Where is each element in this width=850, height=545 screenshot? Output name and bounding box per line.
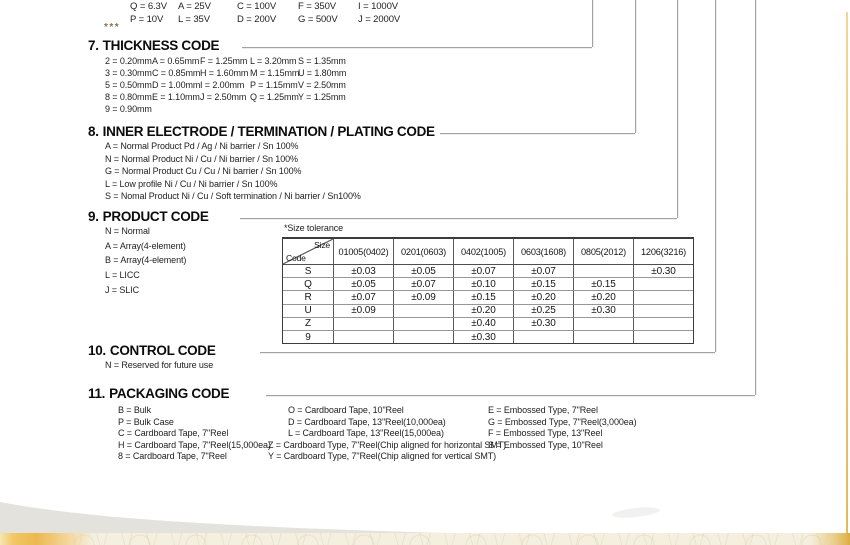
connector-line-section9	[677, 0, 678, 218]
tolerance-cell: ±0.09	[333, 304, 393, 317]
tolerance-cell: ±0.09	[393, 290, 453, 303]
tolerance-cell: ±0.05	[393, 264, 453, 277]
size-tolerance-caption: *Size tolerance	[284, 223, 344, 233]
tolerance-cell: ±0.15	[513, 277, 573, 290]
section11-heading	[88, 386, 229, 401]
tolerance-cell: ±0.07	[513, 264, 573, 277]
row-code: U	[283, 304, 333, 317]
tolerance-cell: ±0.15	[573, 277, 633, 290]
thickness-entry: I = 2.00mm	[200, 80, 245, 91]
section7-rule	[242, 47, 592, 48]
table-corner-cell	[283, 239, 333, 264]
voltage-code-list	[130, 1, 400, 26]
thickness-entry: E = 1.10mm	[152, 92, 200, 103]
thickness-row	[105, 55, 346, 67]
footer-gold-right	[810, 533, 850, 545]
packaging-entry: E = Embossed Type, 7"Reel	[488, 405, 598, 415]
connector-line-section11	[755, 0, 756, 395]
voltage-row	[130, 14, 400, 27]
footer-gold-left	[0, 533, 96, 545]
packaging-entry: 8 = Cardboard Tape, 7"Reel	[118, 451, 227, 462]
section8-heading	[88, 124, 435, 139]
section-title: INNER ELECTRODE / TERMINATION / PLATING CODE	[102, 124, 435, 139]
column-header: 0603(1608)	[513, 239, 573, 264]
section7-heading	[88, 38, 219, 53]
product-entry: J = SLIC	[105, 284, 139, 295]
electrode-entry: A = Normal Product Pd / Ag / Ni barrier / Sn 100%	[105, 141, 299, 151]
packaging-entry: H = Cardboard Tape, 7"Reel(15,000ea)	[118, 439, 271, 450]
product-entry: B = Array(4-element)	[105, 255, 187, 266]
thickness-entry: 8 = 0.80mm	[105, 92, 152, 103]
voltage-entry: J = 2000V	[358, 13, 401, 25]
tolerance-cell	[513, 330, 573, 343]
packaging-entry: G = Embossed Type, 7"Reel(3,000ea)	[488, 416, 637, 427]
tolerance-cell	[333, 330, 393, 343]
product-entry: L = LICC	[105, 270, 140, 281]
thickness-row	[105, 79, 346, 91]
thickness-entry: C = 0.85mm	[152, 68, 201, 79]
column-header: 0201(0603)	[393, 239, 453, 264]
packaging-entry: Y = Cardboard Type, 7"Reel(Chip aligned for vertical SMT)	[268, 451, 497, 462]
scan-smudge	[612, 506, 661, 520]
column-header: 01005(0402)	[333, 239, 393, 264]
tolerance-cell: ±0.25	[513, 304, 573, 317]
thickness-entry: Q = 1.25mm	[250, 92, 299, 103]
tolerance-cell: ±0.10	[453, 277, 513, 290]
tolerance-cell: ±0.30	[573, 304, 633, 317]
section-title: PRODUCT CODE	[102, 209, 209, 224]
tolerance-cell: ±0.40	[453, 317, 513, 330]
footer-band-pattern	[0, 533, 850, 545]
section-number: 7.	[88, 38, 99, 53]
column-header: 0402(1005)	[453, 239, 513, 264]
thickness-entry: H = 1.60mm	[200, 68, 249, 79]
control-entry: N = Reserved for future use	[105, 360, 214, 370]
product-entry: A = Array(4-element)	[105, 240, 186, 251]
row-code: R	[283, 290, 333, 303]
thickness-code-list	[105, 55, 346, 115]
tolerance-cell	[393, 317, 453, 330]
section9-rule	[240, 218, 677, 219]
section-number: 10.	[88, 343, 106, 358]
footer-band	[0, 533, 850, 545]
tolerance-cell: ±0.05	[333, 277, 393, 290]
electrode-entry: S = Nomal Product Ni / Cu / Soft termination / Ni barrier / Sn100%	[105, 191, 361, 202]
electrode-entry: N = Normal Product Ni / Cu / Ni barrier / Sn 100%	[105, 153, 298, 164]
size-tolerance-table	[282, 237, 694, 344]
tolerance-cell: ±0.30	[453, 330, 513, 343]
thickness-entry: A = 0.65mm	[152, 56, 200, 66]
thickness-entry: J = 2.50mm	[200, 92, 247, 103]
electrode-code-list	[105, 140, 361, 203]
electrode-entry: L = Low profile Ni / Cu / Ni barrier / Sn 100%	[105, 178, 278, 189]
section-number: 8.	[88, 124, 99, 139]
connector-line-section8	[635, 0, 636, 133]
tolerance-cell: ±0.07	[453, 264, 513, 277]
tolerance-cell	[573, 330, 633, 343]
row-code: 9	[283, 330, 333, 343]
column-header: 0805(2012)	[573, 239, 633, 264]
thickness-entry: 9 = 0.90mm	[105, 104, 152, 115]
section10-heading	[88, 343, 216, 358]
section-number: 11.	[88, 386, 106, 401]
packaging-entry: D = Cardboard Tape, 13"Reel(10,000ea)	[288, 416, 446, 427]
gray-swoosh-decoration	[0, 495, 460, 535]
section9-heading	[88, 209, 209, 224]
row-code: Z	[283, 317, 333, 330]
tolerance-cell	[573, 317, 633, 330]
thickness-entry: L = 3.20mm	[250, 56, 297, 66]
voltage-entry: C = 100V	[237, 1, 277, 12]
packaging-column-2	[268, 405, 506, 463]
tolerance-cell: ±0.03	[333, 264, 393, 277]
connector-line-section7	[592, 0, 593, 47]
section-title: THICKNESS CODE	[102, 38, 220, 53]
thickness-row	[105, 67, 346, 79]
thickness-entry: 3 = 0.30mm	[105, 68, 152, 79]
tolerance-cell	[633, 330, 693, 343]
page-gold-edge	[846, 12, 848, 533]
packaging-entry: B = Bulk	[118, 405, 151, 415]
tolerance-cell: ±0.07	[393, 277, 453, 290]
tolerance-cell	[573, 264, 633, 277]
corner-label-size: Size	[314, 240, 330, 250]
thickness-entry: M = 1.15mm	[250, 68, 300, 79]
electrode-entry: G = Normal Product Cu / Cu / Ni barrier / Sn 100%	[105, 166, 302, 177]
row-code: Q	[283, 277, 333, 290]
tolerance-cell	[633, 317, 693, 330]
corner-label-code: Code	[286, 253, 306, 263]
tolerance-cell	[333, 317, 393, 330]
packaging-entry: Z = Cardboard Type, 7"Reel(Chip aligned for horizontal SMT)	[268, 439, 506, 450]
thickness-entry: S = 1.35mm	[298, 56, 346, 66]
packaging-entry: F = Embossed Type, 13"Reel	[488, 428, 603, 439]
tolerance-cell	[633, 304, 693, 317]
voltage-entry: I = 1000V	[358, 1, 399, 12]
voltage-entry: L = 35V	[178, 13, 210, 25]
voltage-entry: P = 10V	[130, 13, 164, 25]
tolerance-cell	[393, 304, 453, 317]
thickness-entry: P = 1.15mm	[250, 80, 298, 91]
voltage-entry: G = 500V	[298, 13, 338, 25]
thickness-entry: D = 1.00mm	[152, 80, 201, 91]
section-title: PACKAGING CODE	[109, 386, 230, 401]
thickness-entry: Y = 1.25mm	[298, 92, 346, 103]
packaging-entry: C = Cardboard Tape, 7"Reel	[118, 428, 229, 439]
tolerance-cell: ±0.20	[513, 290, 573, 303]
tolerance-cell	[393, 330, 453, 343]
packaging-entry: P = Bulk Case	[118, 416, 174, 427]
packaging-entry: L = Cardboard Tape, 13"Reel(15,000ea)	[288, 428, 444, 439]
thickness-entry: U = 1.80mm	[298, 68, 347, 79]
thickness-row	[105, 91, 346, 103]
voltage-entry: A = 25V	[178, 1, 211, 12]
tolerance-cell: ±0.20	[453, 304, 513, 317]
connector-line-section10	[715, 0, 716, 352]
row-code: S	[283, 264, 333, 277]
voltage-entry: F = 350V	[298, 1, 337, 12]
column-header: 1206(3216)	[633, 239, 693, 264]
tolerance-cell	[633, 277, 693, 290]
thickness-entry: 2 = 0.20mm	[105, 56, 152, 66]
tolerance-cell: ±0.15	[453, 290, 513, 303]
thickness-entry: F = 1.25mm	[200, 56, 248, 66]
section-title: CONTROL CODE	[109, 343, 216, 358]
voltage-entry: D = 200V	[237, 13, 277, 25]
thickness-entry: V = 2.50mm	[298, 80, 346, 91]
product-entry: N = Normal	[105, 226, 150, 236]
product-code-list	[105, 224, 186, 298]
section11-rule	[266, 395, 755, 396]
tolerance-cell: ±0.30	[633, 264, 693, 277]
tolerance-cell: ±0.30	[513, 317, 573, 330]
tolerance-cell	[633, 290, 693, 303]
voltage-row	[130, 1, 400, 14]
thickness-row	[105, 103, 346, 115]
packaging-entry: S = Embossed Type, 10"Reel	[488, 439, 603, 450]
voltage-entry: Q = 6.3V	[130, 1, 167, 12]
footnote-marker: ***	[104, 22, 121, 33]
section-number: 9.	[88, 209, 99, 224]
section10-rule	[260, 352, 715, 353]
packaging-column-1	[118, 405, 271, 463]
packaging-column-3	[488, 405, 636, 451]
tolerance-cell: ±0.07	[333, 290, 393, 303]
section8-rule	[440, 133, 635, 134]
tolerance-cell: ±0.20	[573, 290, 633, 303]
packaging-entry: O = Cardboard Tape, 10"Reel	[288, 405, 404, 415]
thickness-entry: 5 = 0.50mm	[105, 80, 152, 91]
